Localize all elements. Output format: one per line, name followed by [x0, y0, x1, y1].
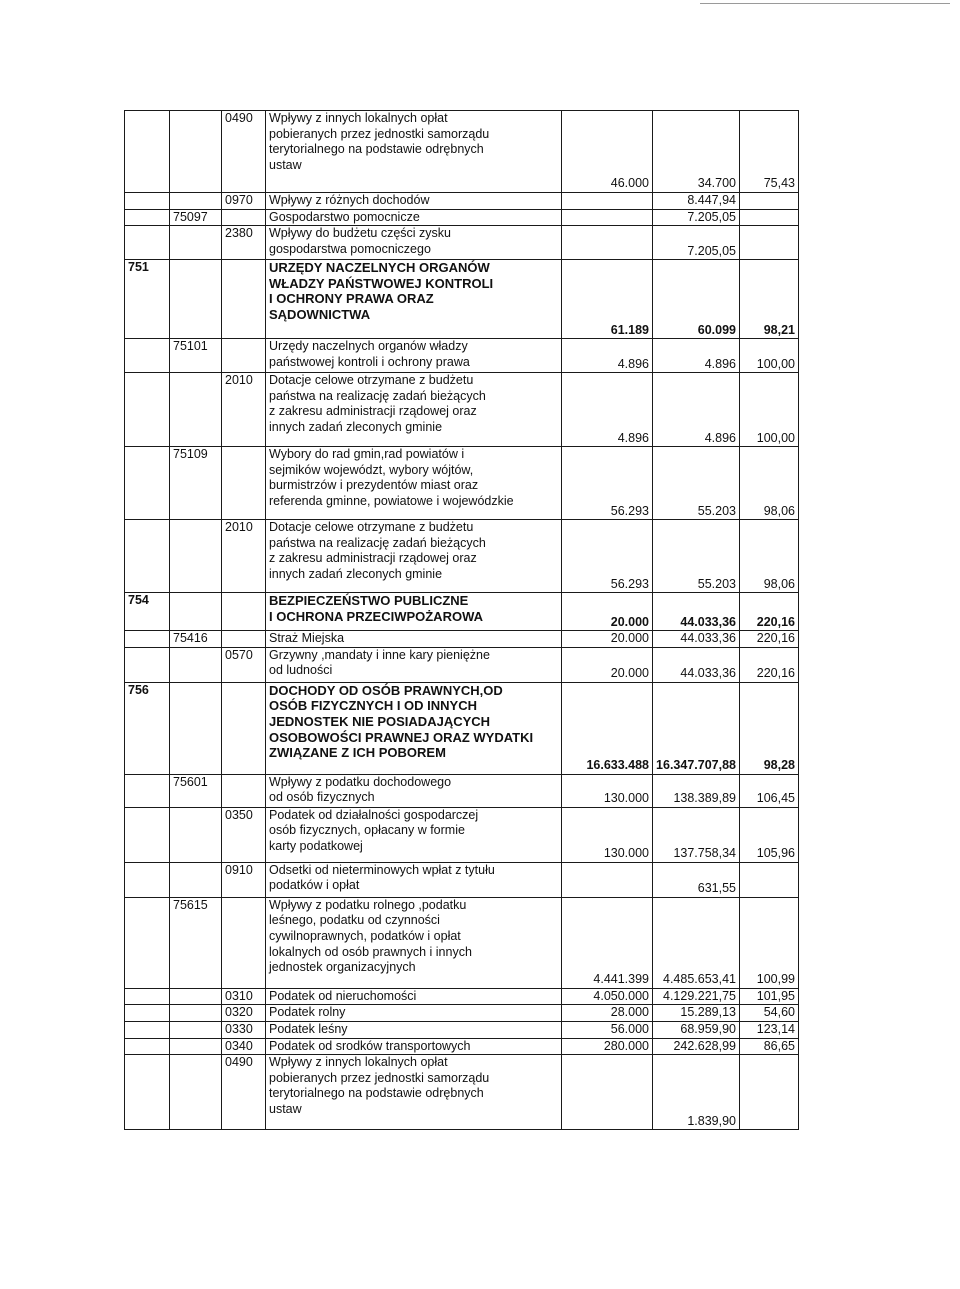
budget-row [125, 260, 799, 339]
budget-row [125, 520, 799, 593]
executed-amount: 7.205,05 [653, 209, 740, 226]
section-code: 751 [125, 260, 170, 339]
planned-amount: 4.441.399 [562, 897, 653, 988]
execution-percent: 54,60 [740, 1005, 799, 1022]
chapter-code [170, 1021, 222, 1038]
budget-row [125, 774, 799, 807]
executed-amount: 137.758,34 [653, 807, 740, 862]
item-description: Wpływy z podatku dochodowego od osób fizycznych [266, 774, 562, 807]
paragraph-code: 0490 [222, 111, 266, 193]
executed-amount: 1.839,90 [653, 1055, 740, 1130]
executed-amount: 631,55 [653, 862, 740, 897]
section-code: 754 [125, 593, 170, 631]
planned-amount: 4.896 [562, 373, 653, 447]
executed-amount: 44.033,36 [653, 647, 740, 682]
item-description: Gospodarstwo pomocnicze [266, 209, 562, 226]
budget-row [125, 1055, 799, 1130]
chapter-code [170, 1055, 222, 1130]
chapter-code [170, 260, 222, 339]
executed-amount: 138.389,89 [653, 774, 740, 807]
executed-amount: 55.203 [653, 520, 740, 593]
budget-row [125, 1038, 799, 1055]
executed-amount: 242.628,99 [653, 1038, 740, 1055]
execution-percent: 100,00 [740, 339, 799, 373]
section-code [125, 1005, 170, 1022]
item-description: Wpływy z różnych dochodów [266, 193, 562, 210]
execution-percent [740, 209, 799, 226]
execution-percent: 98,06 [740, 447, 799, 520]
section-code [125, 647, 170, 682]
item-description: Urzędy naczelnych organów władzy państwowej kontroli i ochrony prawa [266, 339, 562, 373]
chapter-code: 75615 [170, 897, 222, 988]
planned-amount: 280.000 [562, 1038, 653, 1055]
section-code [125, 631, 170, 648]
budget-row [125, 988, 799, 1005]
item-description: Podatek leśny [266, 1021, 562, 1038]
item-description: Dotacje celowe otrzymane z budżetu państwa na realizację zadań bieżących z zakresu administracji rządowej oraz innych zadań zleconych gminie [266, 520, 562, 593]
section-code [125, 520, 170, 593]
item-description: Podatek rolny [266, 1005, 562, 1022]
chapter-code: 75601 [170, 774, 222, 807]
chapter-code [170, 988, 222, 1005]
item-description: Podatek od nieruchomości [266, 988, 562, 1005]
paragraph-code [222, 593, 266, 631]
budget-row [125, 593, 799, 631]
item-description: Wpływy z podatku rolnego ,podatku leśnego, podatku od czynności cywilnoprawnych, podatków i opłat lokalnych od osób prawnych i innych jednostek organizacyjnych [266, 897, 562, 988]
budget-row [125, 209, 799, 226]
paragraph-code: 0340 [222, 1038, 266, 1055]
planned-amount: 56.293 [562, 447, 653, 520]
execution-percent: 105,96 [740, 807, 799, 862]
paragraph-code: 2010 [222, 520, 266, 593]
execution-percent: 98,28 [740, 682, 799, 774]
section-code [125, 193, 170, 210]
budget-row [125, 807, 799, 862]
section-code [125, 339, 170, 373]
budget-row [125, 193, 799, 210]
budget-row [125, 631, 799, 648]
executed-amount: 7.205,05 [653, 226, 740, 260]
executed-amount: 8.447,94 [653, 193, 740, 210]
execution-percent [740, 1055, 799, 1130]
section-code [125, 988, 170, 1005]
item-description: Podatek od działalności gospodarczej osób fizycznych, opłacany w formie karty podatkowej [266, 807, 562, 862]
chapter-code [170, 647, 222, 682]
chapter-code: 75101 [170, 339, 222, 373]
planned-amount: 56.293 [562, 520, 653, 593]
section-code [125, 1021, 170, 1038]
budget-rows [125, 111, 799, 1130]
paragraph-code: 0970 [222, 193, 266, 210]
chapter-code [170, 520, 222, 593]
execution-percent [740, 226, 799, 260]
planned-amount: 61.189 [562, 260, 653, 339]
paragraph-code [222, 774, 266, 807]
item-description: DOCHODY OD OSÓB PRAWNYCH,OD OSÓB FIZYCZNYCH I OD INNYCH JEDNOSTEK NIE POSIADAJĄCYCH OSOBOWOŚCI PRAWNEJ ORAZ WYDATKI ZWIĄZANE Z ICH POBOREM [266, 682, 562, 774]
paragraph-code [222, 447, 266, 520]
chapter-code [170, 373, 222, 447]
executed-amount: 4.896 [653, 339, 740, 373]
execution-percent: 98,21 [740, 260, 799, 339]
execution-percent: 100,00 [740, 373, 799, 447]
executed-amount: 44.033,36 [653, 631, 740, 648]
paragraph-code: 0910 [222, 862, 266, 897]
planned-amount [562, 862, 653, 897]
chapter-code [170, 111, 222, 193]
planned-amount [562, 226, 653, 260]
planned-amount: 4.050.000 [562, 988, 653, 1005]
budget-row [125, 682, 799, 774]
paragraph-code [222, 260, 266, 339]
section-code [125, 209, 170, 226]
executed-amount: 34.700 [653, 111, 740, 193]
chapter-code: 75109 [170, 447, 222, 520]
item-description: Wybory do rad gmin,rad powiatów i sejmików województ, wybory wójtów, burmistrzów i prezydentów miast oraz referenda gminne, powiatowe i wojewódzkie [266, 447, 562, 520]
planned-amount: 4.896 [562, 339, 653, 373]
paragraph-code [222, 682, 266, 774]
chapter-code [170, 1005, 222, 1022]
planned-amount: 20.000 [562, 631, 653, 648]
execution-percent: 220,16 [740, 647, 799, 682]
paragraph-code [222, 209, 266, 226]
section-code [125, 111, 170, 193]
chapter-code [170, 1038, 222, 1055]
execution-percent: 220,16 [740, 593, 799, 631]
execution-percent: 75,43 [740, 111, 799, 193]
executed-amount: 16.347.707,88 [653, 682, 740, 774]
paragraph-code: 2010 [222, 373, 266, 447]
item-description: BEZPIECZEŃSTWO PUBLICZNE I OCHRONA PRZECIWPOŻAROWA [266, 593, 562, 631]
page-edge-mark [700, 3, 950, 4]
execution-percent: 106,45 [740, 774, 799, 807]
chapter-code [170, 226, 222, 260]
chapter-code: 75416 [170, 631, 222, 648]
execution-percent: 101,95 [740, 988, 799, 1005]
executed-amount: 44.033,36 [653, 593, 740, 631]
item-description: Wpływy z innych lokalnych opłat pobieranych przez jednostki samorządu terytorialnego na podstawie odrębnych ustaw [266, 111, 562, 193]
paragraph-code [222, 339, 266, 373]
item-description: Podatek od srodków transportowych [266, 1038, 562, 1055]
budget-row [125, 447, 799, 520]
budget-row [125, 111, 799, 193]
item-description: Grzywny ,mandaty i inne kary pieniężne od ludności [266, 647, 562, 682]
budget-row [125, 647, 799, 682]
executed-amount: 4.129.221,75 [653, 988, 740, 1005]
execution-percent [740, 862, 799, 897]
budget-row [125, 339, 799, 373]
planned-amount [562, 193, 653, 210]
executed-amount: 15.289,13 [653, 1005, 740, 1022]
paragraph-code: 0570 [222, 647, 266, 682]
section-code [125, 897, 170, 988]
execution-percent: 100,99 [740, 897, 799, 988]
paragraph-code: 0320 [222, 1005, 266, 1022]
planned-amount: 130.000 [562, 807, 653, 862]
budget-row [125, 1021, 799, 1038]
execution-percent: 123,14 [740, 1021, 799, 1038]
item-description: Wpływy do budżetu części zysku gospodarstwa pomocniczego [266, 226, 562, 260]
execution-percent [740, 193, 799, 210]
planned-amount: 20.000 [562, 593, 653, 631]
section-code [125, 1055, 170, 1130]
planned-amount: 16.633.488 [562, 682, 653, 774]
chapter-code [170, 593, 222, 631]
planned-amount: 56.000 [562, 1021, 653, 1038]
planned-amount [562, 1055, 653, 1130]
executed-amount: 68.959,90 [653, 1021, 740, 1038]
item-description: URZĘDY NACZELNYCH ORGANÓW WŁADZY PAŃSTWOWEJ KONTROLI I OCHRONY PRAWA ORAZ SĄDOWNICTWA [266, 260, 562, 339]
executed-amount: 4.896 [653, 373, 740, 447]
planned-amount: 130.000 [562, 774, 653, 807]
planned-amount: 46.000 [562, 111, 653, 193]
chapter-code [170, 807, 222, 862]
budget-row [125, 862, 799, 897]
planned-amount [562, 209, 653, 226]
budget-row [125, 897, 799, 988]
item-description: Odsetki od nieterminowych wpłat z tytułu podatków i opłat [266, 862, 562, 897]
budget-row [125, 1005, 799, 1022]
item-description: Straż Miejska [266, 631, 562, 648]
section-code [125, 774, 170, 807]
execution-percent: 98,06 [740, 520, 799, 593]
section-code [125, 447, 170, 520]
executed-amount: 60.099 [653, 260, 740, 339]
item-description: Dotacje celowe otrzymane z budżetu państwa na realizację zadań bieżących z zakresu administracji rządowej oraz innych zadań zleconych gminie [266, 373, 562, 447]
budget-row [125, 226, 799, 260]
paragraph-code: 2380 [222, 226, 266, 260]
item-description: Wpływy z innych lokalnych opłat pobieranych przez jednostki samorządu terytorialnego na podstawie odrębnych ustaw [266, 1055, 562, 1130]
chapter-code [170, 193, 222, 210]
section-code [125, 1038, 170, 1055]
budget-income-table [124, 110, 799, 1130]
executed-amount: 55.203 [653, 447, 740, 520]
section-code [125, 807, 170, 862]
execution-percent: 220,16 [740, 631, 799, 648]
chapter-code: 75097 [170, 209, 222, 226]
section-code [125, 373, 170, 447]
section-code: 756 [125, 682, 170, 774]
executed-amount: 4.485.653,41 [653, 897, 740, 988]
budget-row [125, 373, 799, 447]
paragraph-code [222, 897, 266, 988]
paragraph-code: 0350 [222, 807, 266, 862]
planned-amount: 20.000 [562, 647, 653, 682]
execution-percent: 86,65 [740, 1038, 799, 1055]
chapter-code [170, 862, 222, 897]
section-code [125, 226, 170, 260]
paragraph-code: 0330 [222, 1021, 266, 1038]
paragraph-code: 0310 [222, 988, 266, 1005]
paragraph-code [222, 631, 266, 648]
planned-amount: 28.000 [562, 1005, 653, 1022]
chapter-code [170, 682, 222, 774]
paragraph-code: 0490 [222, 1055, 266, 1130]
section-code [125, 862, 170, 897]
